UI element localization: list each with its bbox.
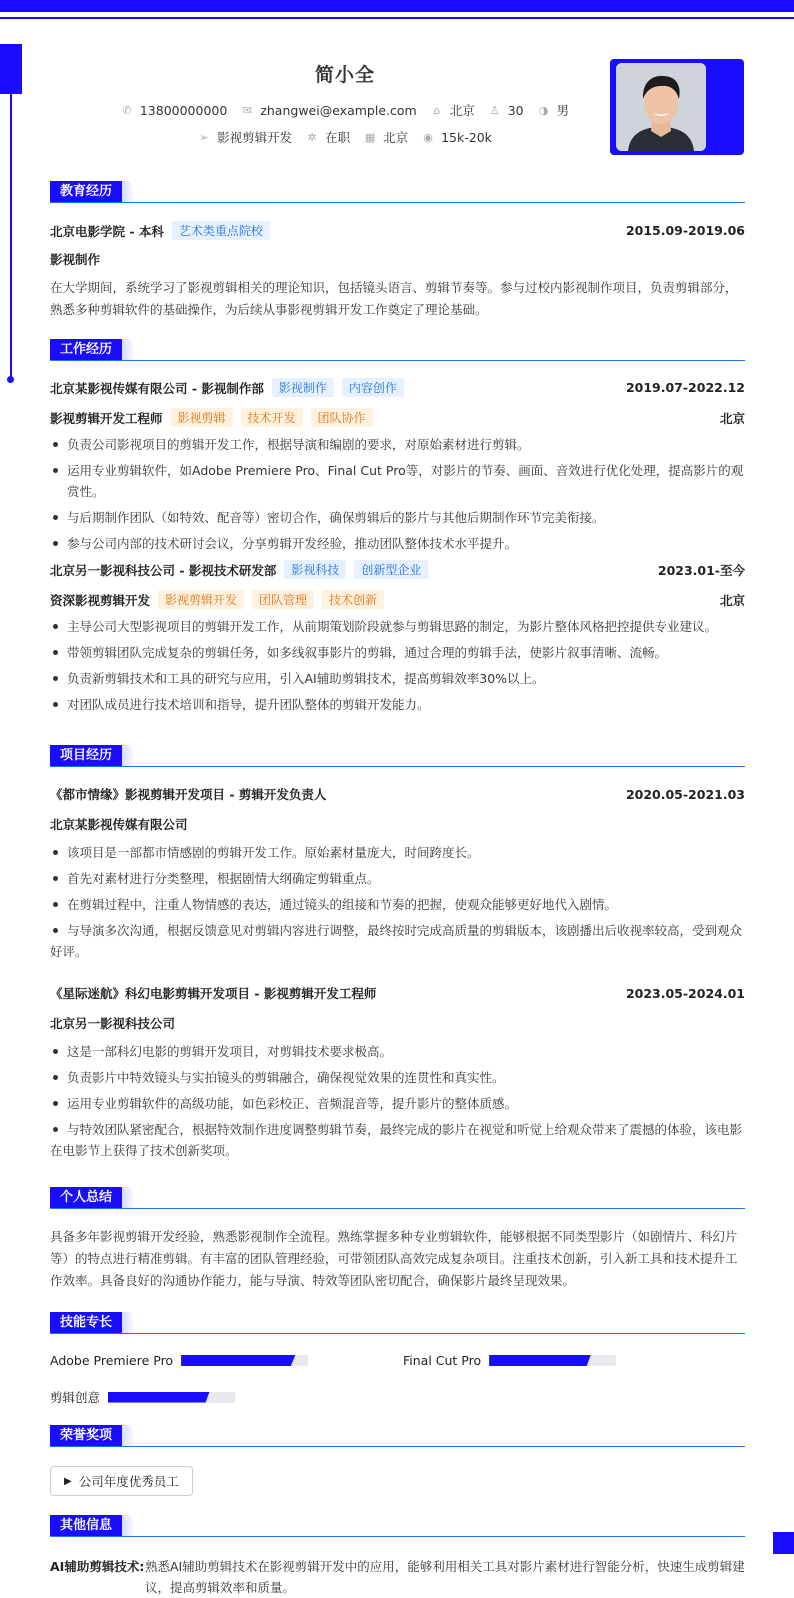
section-skills	[50, 1312, 745, 1336]
salary-value: 15k-20k	[441, 129, 492, 145]
other-info-row	[50, 1556, 745, 1598]
list-item: 首先对素材进行分类整理，根据剧情大纲确定剪辑重点。	[50, 868, 745, 889]
job-intent-row	[50, 128, 640, 146]
section-title: 个人总结	[50, 1187, 122, 1208]
section-tail	[122, 745, 136, 766]
city-value: 北京	[383, 130, 409, 145]
list-item: 对团队成员进行技术培训和指导，提升团队整体的剪辑开发能力。	[50, 694, 745, 715]
section-rule	[50, 360, 745, 361]
project-1-header-row	[50, 785, 745, 803]
section-title: 技能专长	[50, 1312, 122, 1333]
left-decor-line	[10, 94, 12, 378]
list-item: 该项目是一部都市情感剧的剪辑开发工作。原始素材量庞大，时间跨度长。	[50, 842, 745, 863]
section-title: 其他信息	[50, 1515, 122, 1536]
job-item	[198, 128, 292, 146]
location-icon: ⌂	[433, 103, 441, 117]
work-dates: 2019.07-2022.12	[625, 380, 745, 395]
other-info-value: 熟悉AI辅助剪辑技术在影视剪辑开发中的应用，能够利用相关工具对影片素材进行智能分析，快速生成剪辑建议，提高剪辑效率和质量。	[145, 1559, 745, 1595]
caret-right-icon: ▶	[64, 1475, 72, 1487]
gender-item	[538, 101, 570, 119]
left-decor-dot	[7, 376, 14, 383]
contact-row	[50, 101, 640, 119]
salary-item	[422, 130, 492, 145]
photo-frame	[610, 59, 744, 155]
top-accent-bar	[0, 0, 794, 12]
title-tag: 团队协作	[311, 408, 373, 427]
section-summary	[50, 1187, 745, 1211]
major-row	[50, 250, 745, 268]
resume-header	[50, 58, 745, 158]
work-1-company-row	[50, 378, 745, 397]
skill-finalcut	[403, 1353, 616, 1368]
title-tag: 技术创新	[322, 590, 384, 609]
section-title: 工作经历	[50, 339, 122, 360]
education-header-row	[50, 221, 745, 240]
email-value: zhangwei@example.com	[260, 102, 417, 118]
honor-item[interactable]	[50, 1466, 193, 1496]
section-rule	[50, 202, 745, 203]
avatar	[616, 63, 706, 151]
project-title: 《星际迷航》科幻电影剪辑开发项目 - 影视剪辑开发工程师	[50, 986, 377, 1001]
age-item	[489, 103, 524, 118]
work-2-bullets	[50, 616, 745, 720]
other-info-key: AI辅助剪辑技术:	[50, 1559, 145, 1574]
skill-creativity	[50, 1388, 235, 1406]
section-rule	[50, 1208, 745, 1209]
honor-label: 公司年度优秀员工	[78, 1474, 179, 1489]
email-item	[241, 103, 416, 118]
work-dates: 2023.01-至今	[657, 562, 745, 578]
project-org: 北京另一影视科技公司	[50, 1016, 176, 1031]
skill-bar-fill	[489, 1355, 591, 1366]
work-1-bullets	[50, 434, 745, 559]
status-icon: ✲	[307, 130, 317, 144]
section-rule	[50, 1333, 745, 1334]
work-2-title-row	[50, 590, 745, 609]
skill-name: 剪辑创意	[50, 1390, 101, 1405]
list-item: 带领剪辑团队完成复杂的剪辑任务，如多线叙事影片的剪辑，通过合理的剪辑手法，使影片叙事清晰、流畅。	[50, 642, 745, 663]
left-decor-block	[0, 44, 22, 94]
list-item: 与导演多次沟通，根据反馈意见对剪辑内容进行调整，最终按时完成高质量的剪辑版本，该剧播出后收视率较高，受到观众好评。	[50, 920, 745, 962]
section-title: 教育经历	[50, 181, 122, 202]
location-value: 北京	[449, 103, 475, 118]
title-tag: 影视剪辑开发	[158, 590, 244, 609]
city-item	[364, 128, 408, 146]
section-education	[50, 181, 745, 205]
skill-bar-track	[181, 1355, 308, 1366]
section-tail	[122, 1312, 136, 1333]
project-2-org-row	[50, 1014, 745, 1032]
project-2-bullets	[50, 1041, 745, 1166]
section-tail	[122, 1187, 136, 1208]
company-name: 北京某影视传媒有限公司 - 影视制作部	[50, 380, 264, 396]
project-1-org-row	[50, 815, 745, 833]
skill-bar-track	[489, 1355, 616, 1366]
skill-bar-track	[108, 1392, 235, 1403]
section-title: 荣誉奖项	[50, 1425, 122, 1446]
job-title: 影视剪辑开发工程师	[50, 410, 163, 426]
list-item: 负责影片中特效镜头与实拍镜头的剪辑融合，确保视觉效果的连贯性和真实性。	[50, 1067, 745, 1088]
list-item: 运用专业剪辑软件的高级功能，如色彩校正、音频混音等，提升影片的整体质感。	[50, 1093, 745, 1114]
section-work	[50, 339, 745, 363]
work-1-title-row	[50, 408, 745, 427]
list-item: 负责公司影视项目的剪辑开发工作，根据导演和编剧的要求，对原始素材进行剪辑。	[50, 434, 745, 455]
company-tag: 内容创作	[342, 378, 404, 397]
phone-icon: ✆	[122, 103, 132, 117]
skill-name: Adobe Premiere Pro	[50, 1353, 174, 1368]
title-tag: 团队管理	[252, 590, 314, 609]
project-org: 北京某影视传媒有限公司	[50, 817, 188, 832]
project-title: 《都市情缘》影视剪辑开发项目 - 剪辑开发负责人	[50, 787, 327, 802]
list-item: 负责新剪辑技术和工具的研究与应用，引入AI辅助剪辑技术，提高剪辑效率30%以上。	[50, 668, 745, 689]
skill-premiere	[50, 1353, 308, 1368]
school-name: 北京电影学院 - 本科	[50, 223, 164, 239]
section-rule	[50, 766, 745, 767]
summary-text: 具备多年影视剪辑开发经验，熟悉影视制作全流程。熟练掌握多种专业剪辑软件，能够根据不同类型影片（如剧情片、科幻片等）的特点进行精准剪辑。有丰富的团队管理经验，可带领团队高效完成复杂项目。注重技术创新，引入新工具和技术提升工作效率。具备良好的沟通协作能力，能与导演、特效等团队密切配合，确保影片最终呈现效果。	[50, 1229, 738, 1288]
list-item: 与后期制作团队（如特效、配音等）密切合作，确保剪辑后的影片与其他后期制作环节完美衔接。	[50, 507, 745, 528]
skill-bar-fill	[181, 1355, 295, 1366]
education-dates: 2015.09-2019.06	[625, 223, 745, 238]
salary-icon: ◉	[423, 130, 433, 144]
job-icon: ➢	[199, 130, 209, 144]
gender-value: 男	[556, 103, 570, 118]
gender-icon: ◑	[538, 103, 549, 117]
age-value: 30	[507, 102, 524, 118]
skill-name: Final Cut Pro	[403, 1353, 482, 1368]
section-tail	[122, 1515, 136, 1536]
title-tag: 技术开发	[241, 408, 303, 427]
list-item: 在剪辑过程中，注重人物情感的表达，通过镜头的组接和节奏的把握，使观众能够更好地代入剧情。	[50, 894, 745, 915]
list-item: 这是一部科幻电影的剪辑开发项目，对剪辑技术要求极高。	[50, 1041, 745, 1062]
mail-icon: ✉	[242, 103, 252, 117]
company-tag: 影视制作	[272, 378, 334, 397]
title-tag: 影视剪辑	[171, 408, 233, 427]
job-title: 资深影视剪辑开发	[50, 592, 151, 608]
list-item: 主导公司大型影视项目的剪辑开发工作，从前期策划阶段就参与剪辑思路的制定，为影片整体风格把控提供专业建议。	[50, 616, 745, 637]
location-item	[431, 101, 475, 119]
list-item: 参与公司内部的技术研讨会议，分享剪辑开发经验，推动团队整体技术水平提升。	[50, 533, 745, 554]
section-tail	[122, 181, 136, 202]
project-2-header-row	[50, 984, 745, 1002]
project-dates: 2023.05-2024.01	[625, 985, 745, 1001]
list-item: 与特效团队紧密配合，根据特效制作进度调整剪辑节奏，最终完成的影片在视觉和听觉上给观众带来了震撼的体验，该电影在电影节上获得了技术创新奖项。	[50, 1119, 745, 1161]
section-honors	[50, 1425, 745, 1449]
section-title: 项目经历	[50, 745, 122, 766]
list-item: 运用专业剪辑软件，如Adobe Premiere Pro、Final Cut Pro等，对影片的节奏、画面、音效进行优化处理，提高影片的观赏性。	[50, 460, 745, 502]
section-other	[50, 1515, 745, 1539]
section-tail	[122, 1425, 136, 1446]
project-dates: 2020.05-2021.03	[625, 786, 745, 802]
company-tag: 创新型企业	[354, 560, 428, 579]
work-city: 北京	[719, 410, 745, 426]
city-icon: ▦	[364, 130, 376, 144]
age-icon: ♙	[489, 103, 500, 117]
top-accent-line	[0, 17, 794, 19]
work-2-company-row	[50, 560, 745, 579]
company-tag: 影视科技	[284, 560, 346, 579]
job-value: 影视剪辑开发	[217, 130, 293, 145]
work-city: 北京	[719, 592, 745, 608]
project-1-bullets	[50, 842, 745, 967]
status-item	[306, 128, 350, 146]
phone-item	[121, 103, 227, 118]
company-name: 北京另一影视科技公司 - 影视技术研发部	[50, 562, 277, 578]
right-decor-block	[773, 1532, 794, 1554]
section-rule	[50, 1536, 745, 1537]
major-name: 影视制作	[50, 252, 101, 267]
section-projects	[50, 745, 745, 769]
candidate-name: 简小全	[314, 64, 375, 86]
education-description: 在大学期间，系统学习了影视剪辑相关的理论知识，包括镜头语言、剪辑节奏等。参与过校内影视制作项目，负责剪辑部分，熟悉多种剪辑软件的基础操作，为后续从事影视剪辑开发工作奠定了理论基础。	[50, 280, 738, 317]
school-tag: 艺术类重点院校	[172, 221, 270, 240]
section-rule	[50, 1446, 745, 1447]
status-value: 在职	[325, 130, 351, 145]
skill-bar-fill	[108, 1392, 210, 1403]
phone-value: 13800000000	[139, 102, 228, 118]
section-tail	[122, 339, 136, 360]
